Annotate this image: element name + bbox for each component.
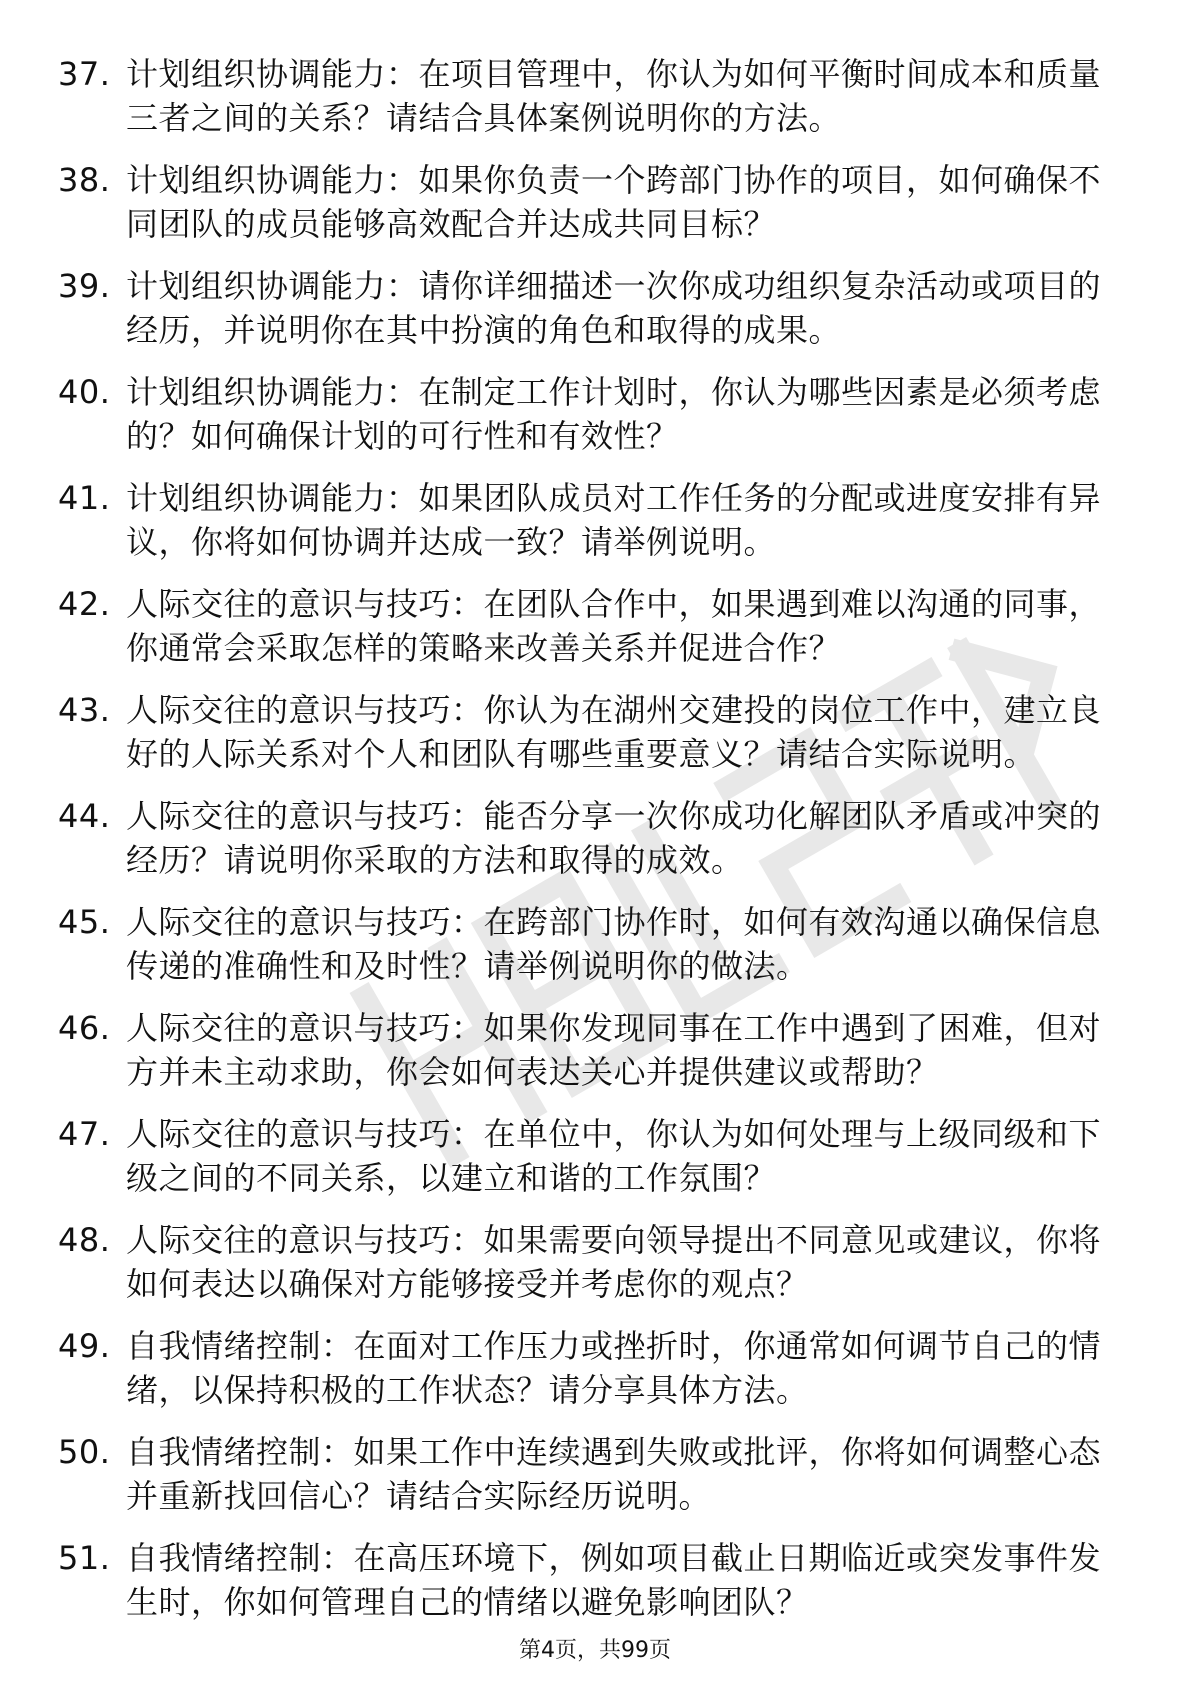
question-item bbox=[58, 1430, 1118, 1518]
question-item bbox=[58, 794, 1118, 882]
question-number: 46. bbox=[58, 1009, 111, 1047]
question-text: 人际交往的意识与技巧：如果你发现同事在工作中遇到了困难，但对方并未主动求助，你会如何表达关心并提供建议或帮助？ bbox=[126, 1009, 1102, 1091]
question-number: 45. bbox=[58, 903, 111, 941]
question-number: 50. bbox=[58, 1433, 111, 1471]
question-text: 人际交往的意识与技巧：在跨部门协作时，如何有效沟通以确保信息传递的准确性和及时性？请举例说明你的做法。 bbox=[126, 903, 1102, 985]
question-number: 48. bbox=[58, 1221, 111, 1259]
question-item bbox=[58, 370, 1118, 458]
question-item bbox=[58, 1536, 1118, 1624]
question-item bbox=[58, 476, 1118, 564]
question-number: 40. bbox=[58, 373, 111, 411]
question-number: 47. bbox=[58, 1115, 111, 1153]
question-text: 自我情绪控制：在面对工作压力或挫折时，你通常如何调节自己的情绪，以保持积极的工作状态？请分享具体方法。 bbox=[126, 1327, 1102, 1409]
question-item bbox=[58, 1006, 1118, 1094]
question-number: 37. bbox=[58, 55, 111, 93]
question-text: 计划组织协调能力：如果团队成员对工作任务的分配或进度安排有异议，你将如何协调并达成一致？请举例说明。 bbox=[126, 479, 1102, 561]
question-text: 计划组织协调能力：在项目管理中，你认为如何平衡时间成本和质量三者之间的关系？请结合具体案例说明你的方法。 bbox=[126, 55, 1102, 137]
question-number: 49. bbox=[58, 1327, 111, 1365]
question-text: 自我情绪控制：如果工作中连续遇到失败或批评，你将如何调整心态并重新找回信心？请结合实际经历说明。 bbox=[126, 1433, 1102, 1515]
question-item bbox=[58, 1112, 1118, 1200]
question-number: 41. bbox=[58, 479, 111, 517]
question-text: 自我情绪控制：在高压环境下，例如项目截止日期临近或突发事件发生时，你如何管理自己的情绪以避免影响团队？ bbox=[126, 1539, 1102, 1621]
question-item bbox=[58, 1324, 1118, 1412]
question-item bbox=[58, 264, 1118, 352]
question-number: 39. bbox=[58, 267, 111, 305]
question-text: 计划组织协调能力：请你详细描述一次你成功组织复杂活动或项目的经历，并说明你在其中扮演的角色和取得的成果。 bbox=[126, 267, 1102, 349]
question-text: 计划组织协调能力：在制定工作计划时，你认为哪些因素是必须考虑的？如何确保计划的可行性和有效性？ bbox=[126, 373, 1102, 455]
question-item bbox=[58, 582, 1118, 670]
question-list bbox=[58, 52, 1118, 1642]
question-number: 42. bbox=[58, 585, 111, 623]
question-number: 43. bbox=[58, 691, 111, 729]
question-item bbox=[58, 158, 1118, 246]
question-text: 人际交往的意识与技巧：在单位中，你认为如何处理与上级同级和下级之间的不同关系，以建立和谐的工作氛围？ bbox=[126, 1115, 1102, 1197]
question-number: 44. bbox=[58, 797, 111, 835]
question-text: 人际交往的意识与技巧：如果需要向领导提出不同意见或建议，你将如何表达以确保对方能够接受并考虑你的观点？ bbox=[126, 1221, 1102, 1303]
question-text: 计划组织协调能力：如果你负责一个跨部门协作的项目，如何确保不同团队的成员能够高效配合并达成共同目标？ bbox=[126, 161, 1102, 243]
question-text: 人际交往的意识与技巧：能否分享一次你成功化解团队矛盾或冲突的经历？请说明你采取的方法和取得的成效。 bbox=[126, 797, 1102, 879]
question-item bbox=[58, 688, 1118, 776]
question-text: 人际交往的意识与技巧：在团队合作中，如果遇到难以沟通的同事，你通常会采取怎样的策略来改善关系并促进合作？ bbox=[126, 585, 1102, 667]
question-item bbox=[58, 900, 1118, 988]
page-footer: 第4页，共99页 bbox=[519, 1638, 671, 1663]
question-number: 38. bbox=[58, 161, 111, 199]
question-item bbox=[58, 52, 1118, 140]
question-item bbox=[58, 1218, 1118, 1306]
question-number: 51. bbox=[58, 1539, 111, 1577]
question-text: 人际交往的意识与技巧：你认为在湖州交建投的岗位工作中，建立良好的人际关系对个人和团队有哪些重要意义？请结合实际说明。 bbox=[126, 691, 1102, 773]
